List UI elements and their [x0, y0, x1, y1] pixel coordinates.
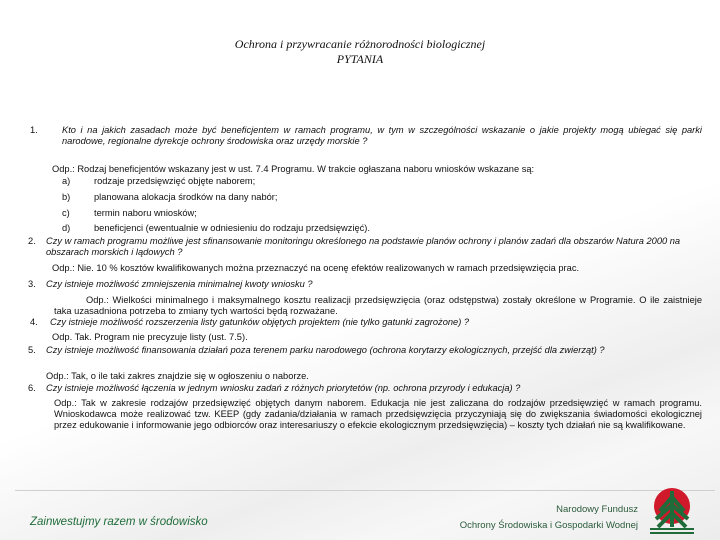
answer: Odp.: Tak w zakresie rodzajów przedsięwzięć objętych danym naborem. Edukacja nie jest zaliczana do rodzajów przedsięwzięć w ramach programu. Wnioskodawca może realizować tzw. KEEP (gdy zadania/działania w ramach przedsięwzięcia przyczyniają się do zwiększania świadomości ekologicznej przez edukowanie i informowanie jego odbiorców oraz interesariuszy o efekcie ekologicznym przedsięwzięcia) – koszty tych działań nie są kwalifikowane. [54, 398, 702, 430]
answer: Odp.: Rodzaj beneficjentów wskazany jest w ust. 7.4 Programu. W trakcie ogłaszana naboru wniosków wskazane są: [52, 164, 535, 174]
list-text: beneficjenci (ewentualnie w odniesieniu do rodzaju przedsięwzięć). [94, 223, 370, 233]
logo-line: Ochrony Środowiska i Gospodarki Wodnej [459, 520, 638, 531]
item-number: 1. [30, 125, 38, 135]
item-number: 2. [28, 236, 36, 246]
question: Kto i na jakich zasadach może być beneficjentem w ramach programu, w tym w szczególności wskazanie o jakie projekty mogą ubiegać się parki narodowe, regionalne dyrekcje ochrony środowiska oraz urzędy morskie ? [62, 125, 702, 146]
question: Czy istnieje możliwość zmniejszenia minimalnej kwoty wniosku ? [46, 279, 313, 289]
item-number: 4. [30, 317, 38, 327]
answer: Odp. Tak. Program nie precyzuje listy (ust. 7.5). [52, 332, 248, 342]
list-text: planowana alokacja środków na dany nabór; [94, 192, 278, 202]
question: Czy istnieje możliwość finansowania działań poza terenem parku narodowego (ochrona korytarzy ekologicznych, przejść dla zwierząt) ? [46, 345, 605, 355]
answer: Odp.: Wielkości minimalnego i maksymalnego kosztu realizacji przedsięwzięcia (oraz odstępstwa) zostały określone w Programie. O ile zaistnieje taka uzasadniona potrzeba to zmiany tych wartości będą rozważane. [54, 295, 702, 316]
footer-slogan: Zainwestujmy razem w środowisko [30, 516, 208, 528]
question [46, 236, 702, 258]
list-label: d) [62, 223, 71, 233]
question-text: Czy w ramach programu możliwe jest sfinansowanie monitoringu określonego na podstawie planów ochrony i planów zadań dla obszarów Natura 2000 na obszarach morskich i lądowych ? [46, 236, 681, 257]
title-line: Ochrona i przywracanie różnorodności biologicznej [234, 37, 486, 51]
item-number: 3. [28, 279, 36, 289]
list-text: termin naboru wniosków; [94, 208, 197, 218]
question: Czy istnieje możliwość łączenia w jednym wniosku zadań z różnych priorytetów (np. ochrona przyrody i edukacja) ? [46, 383, 521, 393]
item-number: 5. [28, 345, 36, 355]
logo-text [460, 502, 638, 534]
footer-divider [15, 490, 715, 491]
answer: Odp.: Tak, o ile taki zakres znajdzie się w ogłoszeniu o naborze. [46, 371, 309, 381]
list-label: b) [62, 192, 71, 202]
page-title [0, 37, 720, 67]
list-label: c) [62, 208, 70, 218]
question: Czy istnieje możliwość rozszerzenia listy gatunków objętych projektem (nie tylko gatunki zagrożone) ? [50, 317, 470, 327]
logo-line: Narodowy Fundusz [556, 504, 638, 515]
answer: Odp.: Nie. 10 % kosztów kwalifikowanych można przeznaczyć na ocenę efektów realizowanych w ramach przedsięwzięcia prac. [52, 263, 580, 273]
item-number: 6. [28, 383, 36, 393]
list-label: a) [62, 176, 71, 186]
list-text: rodzaje przedsięwzięć objęte naborem; [94, 176, 256, 186]
nfosigw-logo-icon [642, 487, 702, 535]
title-subline: PYTANIA [336, 52, 384, 66]
